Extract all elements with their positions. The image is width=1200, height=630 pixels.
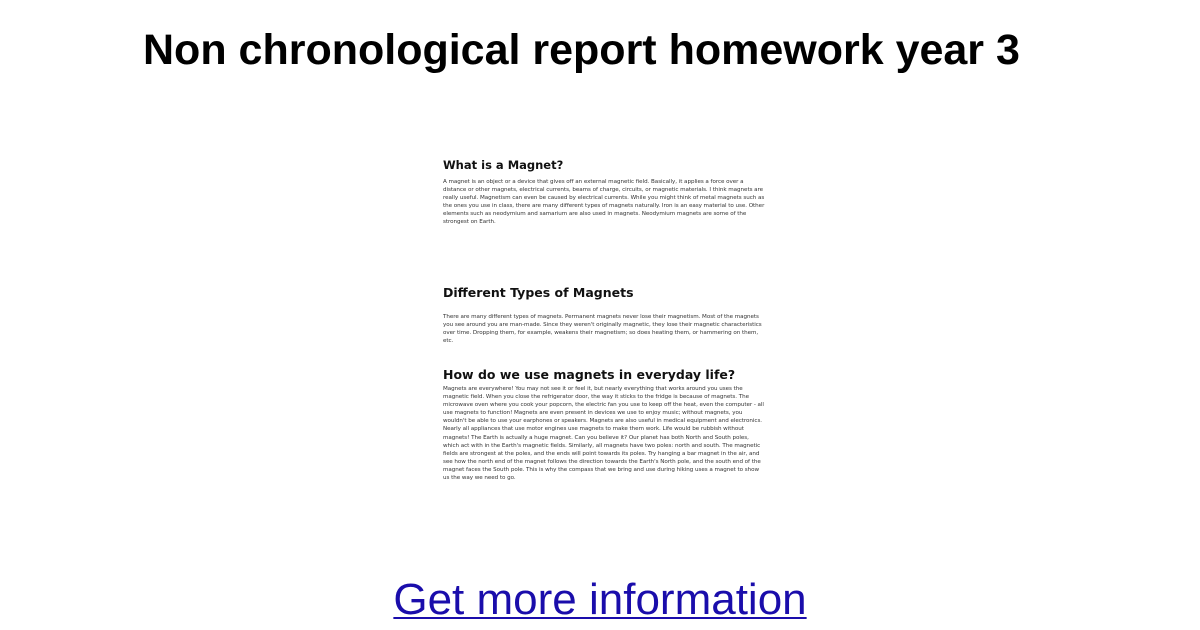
doc-paragraph: Magnets are everywhere! You may not see it or feel it, but nearly everything that works around you uses the magnetic field. When you close the refrigerator door, the way it sticks to the fridge is because of magnets. The microwave oven where you cook your popcorn, the electric fan you use to keep off the heat, even the computer - all use magnets to function! Magnets are even present in devices we use to enjoy music; without magnets, you wouldn't be able to use your earphones or speakers. Magnets are also useful in medical equipment and electronics. Nearly all appliances that use motor engines use magnets to make them work. Life would be rubbish without magnets! The Earth is actually a huge magnet. Can you believe it? Our planet has both North and South poles, which act with in the Earth's magnetic fields. Similarly, all magnets have two poles: north and south. The magnetic fields are strongest at the poles, and the ends will point towards its poles. Try hanging a bar magnet in the air, and see how the north end of the magnet follows the direction towards the Earth's North pole, and the south end of the magnet faces the South pole. This is why the compass that we bring and use during hiking uses a magnet to show us the way we need to go.	[443, 386, 764, 482]
doc-paragraph: A magnet is an object or a device that gives off an external magnetic field. Basically, it applies a force over a distance or other magnets, electrical currents, beams of charge, circuits, or magnetic materials. I think magnets are really useful. Magnetism can even be caused by electrical currents. While you might think of metal magnets such as the ones you use in class, there are many different types of magnets naturally. Iron is an easy material to use. Other elements such as neodymium and samarium are also used in magnets. Neodymium magnets are some of the strongest on Earth.	[443, 179, 765, 226]
doc-section-types-of-magnets	[443, 285, 765, 345]
doc-heading: Different Types of Magnets	[443, 285, 634, 300]
doc-heading: What is a Magnet?	[443, 158, 564, 172]
get-more-information-link[interactable]: Get more information	[393, 575, 807, 624]
doc-section-what-is-a-magnet	[443, 158, 765, 227]
doc-heading: How do we use magnets in everyday life?	[443, 367, 736, 382]
doc-section-everyday-life	[443, 367, 765, 482]
homework-document-image	[432, 150, 772, 550]
page-title: Non chronological report homework year 3	[143, 26, 1020, 74]
doc-paragraph: There are many different types of magnets. Permanent magnets never lose their magnetism. Most of the magnets you see around you are man-made. Since they weren't originally magnetic, they lose their magnetic characteristics over time. Dropping them, for example, weakens their magnetism; so does heating them, or hammering on them, etc.	[443, 314, 762, 345]
